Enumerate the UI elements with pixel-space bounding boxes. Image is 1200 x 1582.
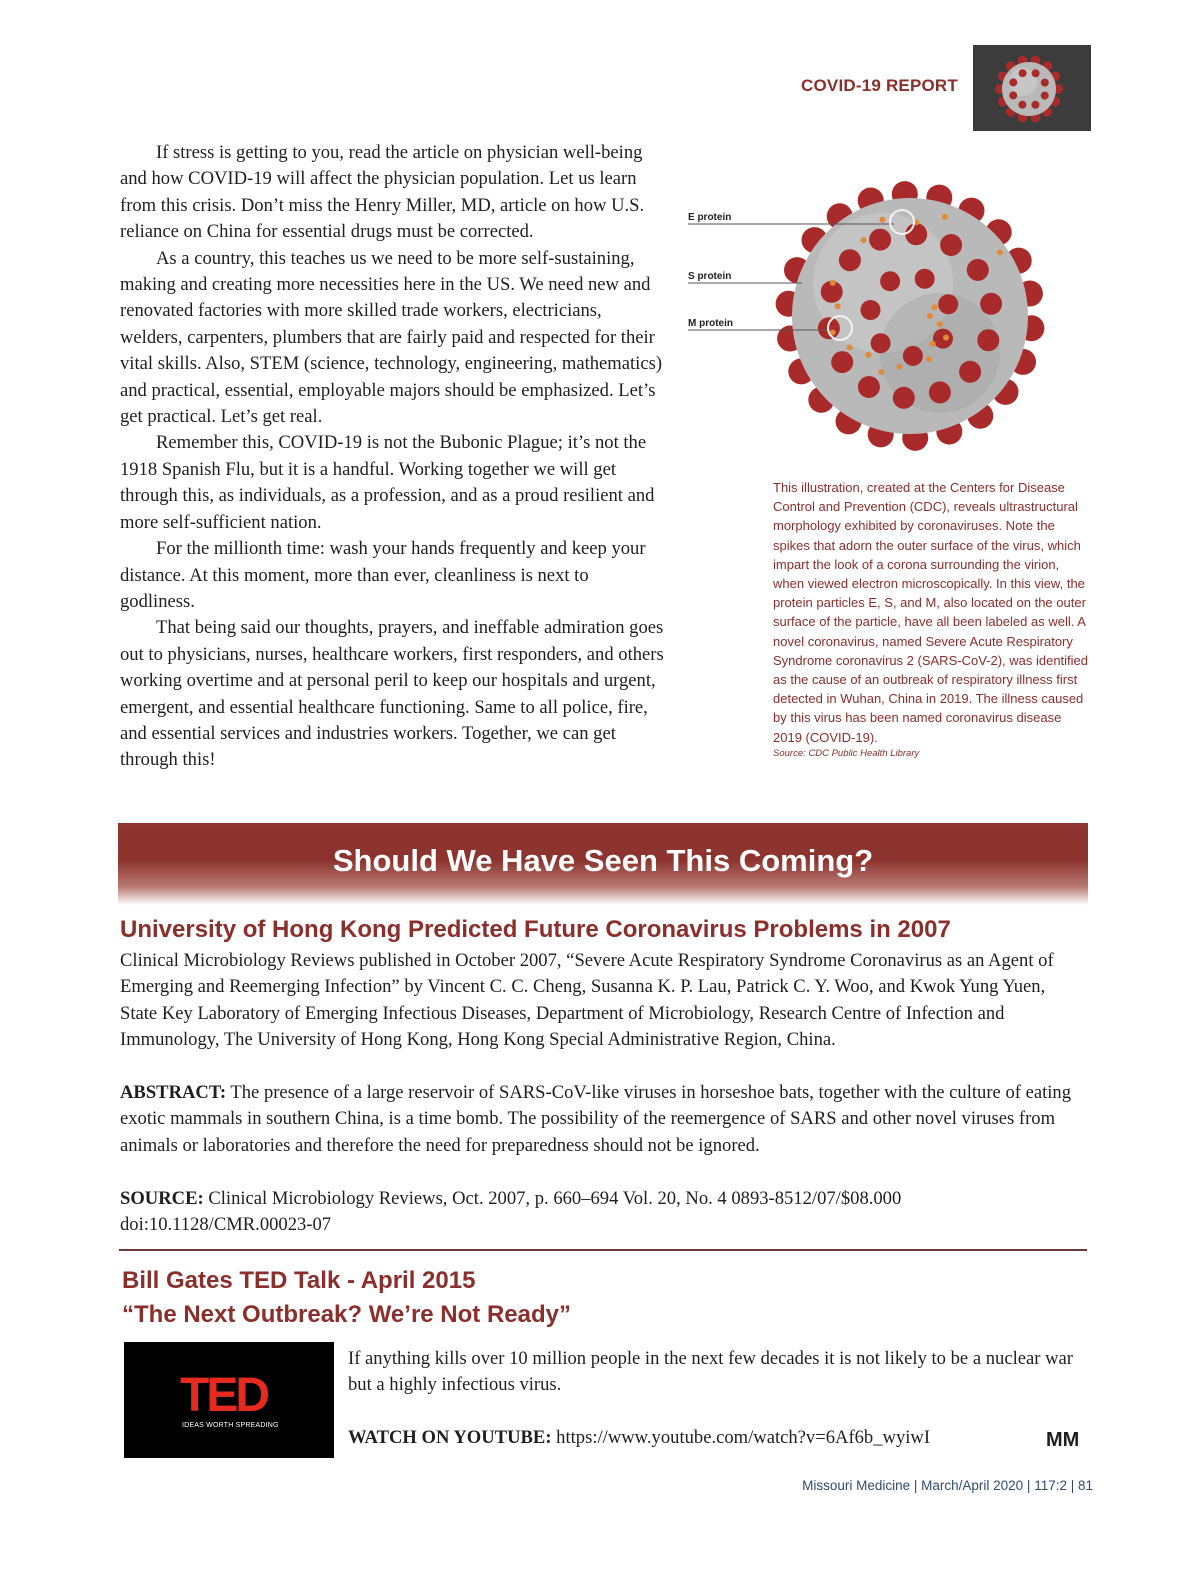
spike-protein-icon [1041, 79, 1049, 87]
membrane-protein-dot [865, 352, 871, 358]
intro-paragraph: As a country, this teaches us we need to be more self-sustaining, making and creating more necessities here in the US. We need new and renovated factories with more skilled trade workers, electricians, welders, carpenters, plumbers that are fairly paid and respected for their vital skills. Also, STEM (science, technology, engineering, mathematics) and practical, essential, employable majors should be emphasized. Let’s get practical. Let’s get real. [120, 247, 663, 428]
intro-paragraph: That being said our thoughts, prayers, and ineffable admiration goes out to physicians, nurses, healthcare workers, first responders, and others working overtime and at personal peril to keep our hospitals and urgent, emergent, and essential healthcare functioning. Same to all police, fire, and essential services and industries workers. Together, we can get through this! [120, 617, 664, 771]
caption-source: Source: CDC Public Health Library [773, 747, 920, 759]
virus-thumbnail-graphic [973, 45, 1091, 131]
ted-logo-tagline: IDEAS WORTH SPREADING [182, 1422, 279, 1429]
abstract-text: The presence of a large reservoir of SARS-CoV-like viruses in horseshoe bats, together with the culture of eating exotic mammals in southern China, is a time bomb. The possibility of the reemergence of SARS and other novel viruses from animals or laboratories and therefore the need for preparedness should not be ignored. [120, 1082, 1072, 1156]
spike-protein-icon [1032, 69, 1040, 77]
spike-protein-icon [1009, 78, 1017, 86]
section-divider [119, 1249, 1087, 1251]
caption-text: This illustration, created at the Centers for Disease Control and Prevention (CDC), reveals ultrastructural morphology exhibited by coronaviruses. Note the spikes that adorn the outer surface of the virus, which impart the look of a corona surrounding the virion, when viewed electron microscopically. In this view, the protein particles E, S, and M, also located on the outer surface of the particle, have all been labeled as well. A novel coronavirus, named Severe Acute Respiratory Syndrome coronavirus 2 (SARS-CoV-2), was identified as the cause of an outbreak of respiratory illness first detected in Wuhan, China in 2019. The illness caused by this virus has been named coronavirus disease 2019 (COVID-19). [773, 480, 1089, 745]
spike-protein-icon [893, 387, 915, 409]
spike-protein-icon [933, 329, 953, 349]
spike-protein-icon [1019, 69, 1027, 77]
hku-heading: University of Hong Kong Predicted Future Coronavirus Problems in 2007 [120, 916, 951, 943]
spike-protein-icon [861, 300, 881, 320]
membrane-protein-dot [847, 345, 853, 351]
membrane-protein-dot [927, 313, 933, 319]
membrane-protein-dot [861, 237, 867, 243]
spike-protein-icon [967, 259, 989, 281]
coronavirus-graphic [678, 158, 1090, 470]
intro-paragraph: For the millionth time: wash your hands frequently and keep your distance. At this moment, more than ever, cleanliness is next to godliness. [120, 538, 646, 612]
membrane-protein-dot [932, 304, 938, 310]
spike-protein-icon [959, 361, 981, 383]
ted-logo[interactable] [124, 1342, 334, 1458]
spike-protein-icon [940, 234, 962, 256]
s-protein-label: S protein [688, 271, 732, 282]
spike-protein-icon [839, 249, 861, 271]
membrane-protein-dot [997, 249, 1003, 255]
page-footer: Missouri Medicine | March/April 2020 | 117:2 | 81 [802, 1478, 1093, 1493]
hku-body: Clinical Microbiology Reviews published in October 2007, “Severe Acute Respiratory Syndrome Coronavirus as an Agent of Emerging and Reemerging Infection” by Vincent C. C. Cheng, Susanna K. P. Lau, Patrick C. Y. Woo, and Kwok Yung Yuen, State Key Laboratory of Emerging Infectious Diseases, Department of Microbiology, Research Centre of Infection and Immunology, The University of Hong Kong, Hong Kong Special Administrative Region, China. [120, 950, 1054, 1051]
membrane-protein-dot [942, 214, 948, 220]
virus-thumbnail-image [973, 45, 1091, 131]
intro-article [120, 140, 665, 774]
spike-protein-icon [858, 376, 880, 398]
intro-paragraph: Remember this, COVID-19 is not the Bubonic Plague; it’s not the 1918 Spanish Flu, but it is a handful. Working together we will get through this, as individuals, as a profession, and as a proud resilient and more self-sufficient nation. [120, 432, 655, 533]
membrane-protein-dot [830, 280, 836, 286]
membrane-protein-dot [880, 217, 886, 223]
m-protein-label: M protein [688, 318, 733, 329]
ted-heading-line1: Bill Gates TED Talk - April 2015 [122, 1267, 476, 1294]
spike-protein-icon [938, 294, 958, 314]
membrane-protein-dot [835, 303, 841, 309]
watch-on-youtube [348, 1425, 1048, 1451]
spike-protein-icon [880, 271, 900, 291]
ted-heading-line2: “The Next Outbreak? We’re Not Ready” [122, 1301, 571, 1328]
e-protein-label: E protein [688, 212, 732, 223]
intro-paragraph: If stress is getting to you, read the article on physician well-being and how COVID-19 will affect the physician population. Let us learn from this crisis. Don’t miss the Henry Miller, MD, article on how U.S. reliance on China for essential drugs must be corrected. [120, 142, 645, 243]
spike-protein-icon [869, 229, 891, 251]
membrane-protein-dot [943, 335, 949, 341]
spike-protein-icon [980, 293, 1002, 315]
spike-protein-icon [929, 381, 951, 403]
spike-protein-icon [977, 329, 999, 351]
source-text: Clinical Microbiology Reviews, Oct. 2007, p. 660–694 Vol. 20, No. 4 0893-8512/07/$08.000 doi:10.1128/CMR.00023-07 [120, 1188, 902, 1236]
spike-protein-icon [831, 351, 853, 373]
spike-protein-icon [1009, 91, 1017, 99]
banner-title: Should We Have Seen This Coming? [332, 843, 874, 878]
watch-label: WATCH ON YOUTUBE: [348, 1427, 552, 1448]
figure-caption [773, 478, 1091, 761]
ted-description: If anything kills over 10 million people in the next few decades it is not likely to be a nuclear war but a highly infectious virus. [348, 1348, 1073, 1396]
spike-protein-icon [915, 269, 935, 289]
coronavirus-illustration [678, 158, 1090, 470]
membrane-protein-dot [897, 364, 903, 370]
abstract-paragraph [120, 1080, 1080, 1159]
membrane-protein-dot [926, 356, 932, 362]
spike-protein-icon [905, 223, 927, 245]
ted-logo-wordmark: TED [180, 1369, 267, 1422]
spike-protein-icon [1018, 101, 1026, 109]
source-label: SOURCE: [120, 1188, 204, 1209]
abstract-label: ABSTRACT: [120, 1082, 227, 1103]
spike-protein-icon [1041, 92, 1049, 100]
section-banner [118, 823, 1088, 905]
report-label: COVID-19 REPORT [801, 76, 958, 95]
membrane-protein-dot [930, 341, 936, 347]
ted-heading [122, 1264, 571, 1332]
source-paragraph [120, 1186, 1080, 1239]
membrane-protein-dot [937, 321, 943, 327]
youtube-link[interactable]: https://www.youtube.com/watch?v=6Af6b_wyiwI [556, 1427, 931, 1448]
spike-protein-icon [1031, 101, 1039, 109]
membrane-protein-dot [878, 369, 884, 375]
end-mark: MM [1046, 1429, 1080, 1451]
spike-protein-icon [871, 333, 891, 353]
spike-protein-icon [903, 346, 923, 366]
